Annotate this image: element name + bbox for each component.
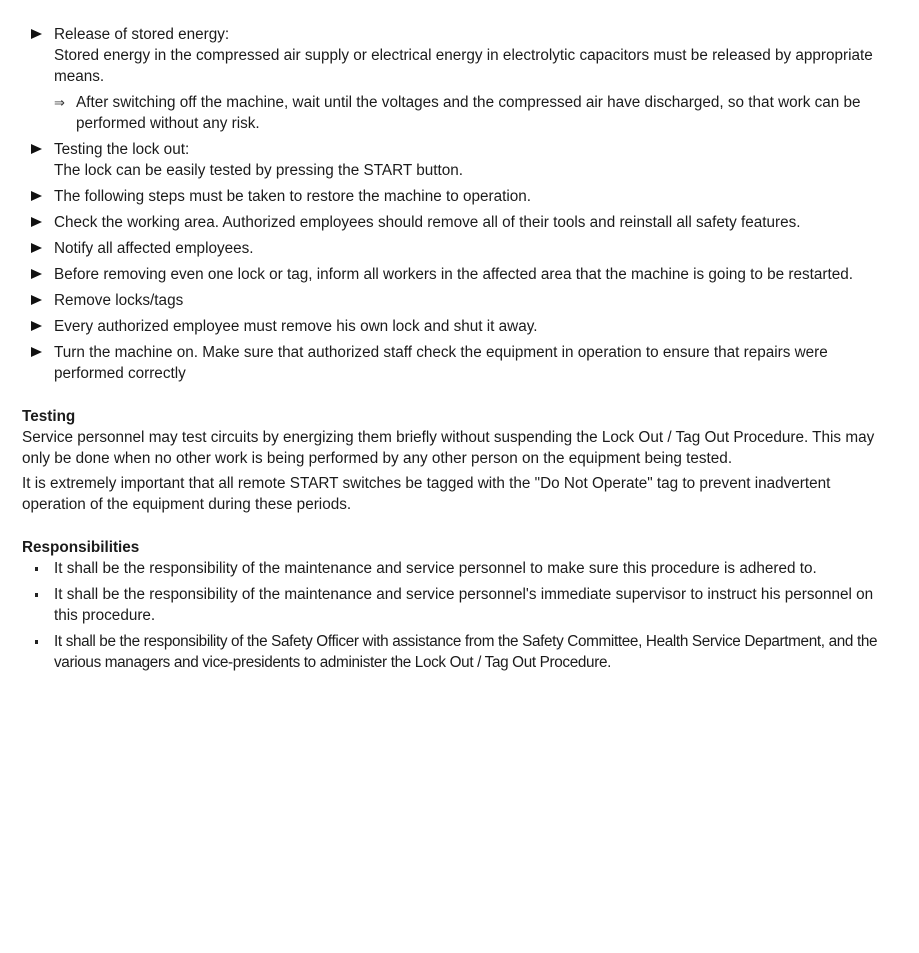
triangle-right-icon (31, 191, 42, 201)
triangle-right-icon (31, 295, 42, 305)
step-title: Release of stored energy: (54, 26, 230, 43)
triangle-right-icon (31, 243, 42, 253)
step-item (22, 212, 889, 233)
responsibilities-list (22, 558, 889, 673)
responsibilities-section (22, 537, 889, 673)
step-result-text: After switching off the machine, wait until the voltages and the compressed air have discharged, so that work can be performed without any risk. (76, 94, 861, 132)
testing-paragraph: It is extremely important that all remote START switches be tagged with the "Do Not Operate" tag to prevent inadvertent operation of the equipment during these periods. (22, 475, 831, 513)
responsibility-text: It shall be the responsibility of the Safety Officer with assistance from the Safety Committee, Health Service Department, and the various managers and vice-presidents to administer the Lock Out / Tag Out Procedure. (54, 633, 878, 671)
triangle-right-icon (31, 144, 42, 154)
responsibility-item (22, 584, 889, 626)
triangle-right-icon (31, 29, 42, 39)
step-title: Every authorized employee must remove his own lock and shut it away. (54, 318, 538, 335)
step-title: Notify all affected employees. (54, 240, 254, 257)
responsibility-text: It shall be the responsibility of the maintenance and service personnel's immediate supervisor to instruct his personnel on this procedure. (54, 586, 874, 624)
responsibility-text: It shall be the responsibility of the maintenance and service personnel to make sure this procedure is adhered to. (54, 560, 817, 577)
procedure-steps-list (22, 24, 889, 384)
step-title: Turn the machine on. Make sure that authorized staff check the equipment in operation to ensure that repairs were performed correctly (54, 344, 828, 382)
step-item (22, 24, 889, 134)
testing-section (22, 406, 889, 515)
step-item (22, 238, 889, 259)
step-title: Check the working area. Authorized employees should remove all of their tools and reinstall all safety features. (54, 214, 801, 231)
step-item (22, 316, 889, 337)
triangle-right-icon (31, 217, 42, 227)
testing-paragraph: Service personnel may test circuits by energizing them briefly without suspending the Lock Out / Tag Out Procedure. This may only be done when no other work is being performed by any other person on the equipment being tested. (22, 429, 875, 467)
double-arrow-right-icon: ⇒ (54, 95, 65, 110)
step-item (22, 290, 889, 311)
triangle-right-icon (31, 269, 42, 279)
responsibility-item (22, 631, 889, 673)
step-item (22, 186, 889, 207)
step-title: The following steps must be taken to restore the machine to operation. (54, 188, 532, 205)
responsibility-item (22, 558, 889, 579)
triangle-right-icon (31, 347, 42, 357)
step-item (22, 264, 889, 285)
responsibilities-heading: Responsibilities (22, 539, 140, 556)
square-bullet-icon (35, 640, 38, 644)
step-title: Testing the lock out: (54, 141, 190, 158)
square-bullet-icon (35, 567, 38, 571)
step-body: Stored energy in the compressed air supply or electrical energy in electrolytic capacitors must be released by appropriate means. (54, 47, 873, 85)
step-title: Remove locks/tags (54, 292, 184, 309)
square-bullet-icon (35, 593, 38, 597)
step-title: Before removing even one lock or tag, inform all workers in the affected area that the machine is going to be restarted. (54, 266, 853, 283)
step-result (54, 92, 889, 134)
triangle-right-icon (31, 321, 42, 331)
testing-heading: Testing (22, 408, 76, 425)
step-body: The lock can be easily tested by pressing the START button. (54, 162, 463, 179)
step-item (22, 342, 889, 384)
step-item (22, 139, 889, 181)
